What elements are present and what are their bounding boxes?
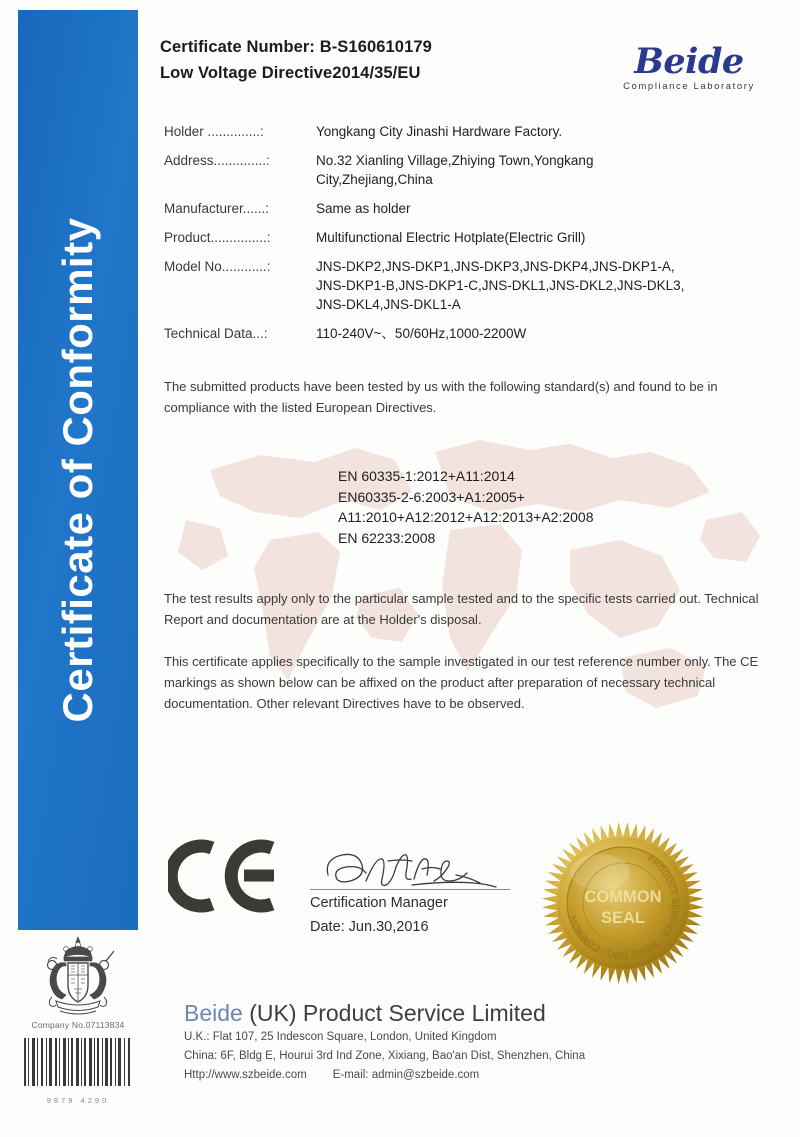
value-line: Multifunctional Electric Hotplate(Electric Grill) xyxy=(316,230,586,245)
footer-brand-word: Beide xyxy=(184,1000,243,1026)
standard-item: EN 60335-1:2012+A11:2014 xyxy=(338,468,515,484)
beide-logo xyxy=(594,41,784,92)
contact-line xyxy=(184,1066,784,1085)
field-value xyxy=(316,324,788,343)
signatory-role: Certification Manager xyxy=(310,895,448,911)
certificate-fields xyxy=(164,122,788,353)
field-value xyxy=(316,199,788,218)
email: E-mail: admin@szbeide.com xyxy=(332,1069,480,1081)
company-title xyxy=(184,998,784,1028)
footer-title-rest: (UK) Product Service Limited xyxy=(242,1000,546,1026)
certificate-number: Certificate Number: B-S160610179 xyxy=(160,38,432,56)
field-value xyxy=(316,122,788,141)
value-line: City,Zhejiang,China xyxy=(316,172,433,187)
field-label: Product...............: xyxy=(164,230,271,245)
signature-line xyxy=(310,889,510,890)
field-address xyxy=(164,151,788,189)
field-manufacturer xyxy=(164,199,788,218)
certificate-content xyxy=(160,0,788,1137)
company-number: Company No.07113834 xyxy=(31,1020,125,1030)
uk-address: U.K.: Flat 107, 25 Indescon Square, London, United Kingdom xyxy=(184,1031,497,1043)
signature-block xyxy=(310,845,520,938)
barcode-digits: 9879 4290 xyxy=(46,1096,110,1105)
certificate-title: Certificate of Conformity xyxy=(54,217,101,723)
handwritten-signature-icon xyxy=(316,845,506,893)
royal-coat-of-arms-icon xyxy=(26,935,130,1019)
standard-item: A11:2010+A12:2012+A12:2013+A2:2008 xyxy=(338,509,594,525)
field-holder xyxy=(164,122,788,141)
field-label: Address..............: xyxy=(164,153,270,168)
test-results-paragraph: The test results apply only to the particular sample tested and to the specific tests carried out. Technical Report and documentation are at the Holder's disposal. xyxy=(164,591,759,627)
gold-seal-icon xyxy=(538,818,708,988)
field-model-no xyxy=(164,257,788,314)
sidebar-footer xyxy=(14,935,142,1105)
standard-item: EN 62233:2008 xyxy=(338,529,436,546)
seal-center-line-1: COMMON xyxy=(584,888,662,906)
value-line: Same as holder xyxy=(316,201,411,216)
svg-text:PRODUCT SERVICE · BEIDE (UK) ·: PRODUCT SERVICE · BEIDE (UK) · COMMON xyxy=(567,853,681,961)
field-label: Manufacturer......: xyxy=(164,201,270,216)
ce-marking-paragraph: This certificate applies specifically to the sample investigated in our test reference number only. The CE markings as shown below can be affixed on the product after preparation of necessary technical documentation. Other relevant Directives have to be observed. xyxy=(164,654,759,711)
certificate-header xyxy=(160,34,788,92)
field-label: Holder ..............: xyxy=(164,124,264,139)
field-value xyxy=(316,151,788,189)
seal-center-line-2: SEAL xyxy=(600,909,646,927)
field-label: Technical Data...: xyxy=(164,326,268,341)
field-label: Model No............: xyxy=(164,259,271,274)
brand-name: Beide xyxy=(634,41,744,82)
brand-subtitle: Compliance Laboratory xyxy=(623,81,755,92)
value-line: JNS-DKL4,JNS-DKL1-A xyxy=(316,297,461,312)
website: Http://www.szbeide.com xyxy=(184,1069,307,1081)
china-address: China: 6F, Bldg E, Hourui 3rd Ind Zone, Xixiang, Bao'an Dist, Shenzhen, China xyxy=(184,1050,586,1062)
intro-paragraph: The submitted products have been tested by us with the following standard(s) and found to be in compliance with the listed European Directives. xyxy=(164,379,718,415)
value-line: JNS-DKP1-B,JNS-DKP1-C,JNS-DKL1,JNS-DKL2,JNS-DKL3, xyxy=(316,278,685,293)
field-value xyxy=(316,257,788,314)
field-technical-data xyxy=(164,324,788,343)
sidebar-accent-bar xyxy=(18,10,138,930)
value-line: 110-240V~、50/60Hz,1000-2200W xyxy=(316,326,527,341)
value-line: Yongkang City Jinashi Hardware Factory. xyxy=(316,124,563,139)
directive-reference: Low Voltage Directive2014/35/EU xyxy=(160,64,421,82)
ce-marking-icon xyxy=(168,838,280,914)
footer xyxy=(184,998,784,1085)
field-value xyxy=(316,228,788,247)
field-product xyxy=(164,228,788,247)
standard-item: EN60335-2-6:2003+A1:2005+ xyxy=(338,488,525,505)
value-line: No.32 Xianling Village,Zhiying Town,Yongkang xyxy=(316,153,594,168)
barcode xyxy=(14,1038,142,1105)
issue-date: Date: Jun.30,2016 xyxy=(310,919,429,935)
standards-list xyxy=(338,466,778,548)
value-line: JNS-DKP2,JNS-DKP1,JNS-DKP3,JNS-DKP4,JNS-DKP1-A, xyxy=(316,259,675,274)
